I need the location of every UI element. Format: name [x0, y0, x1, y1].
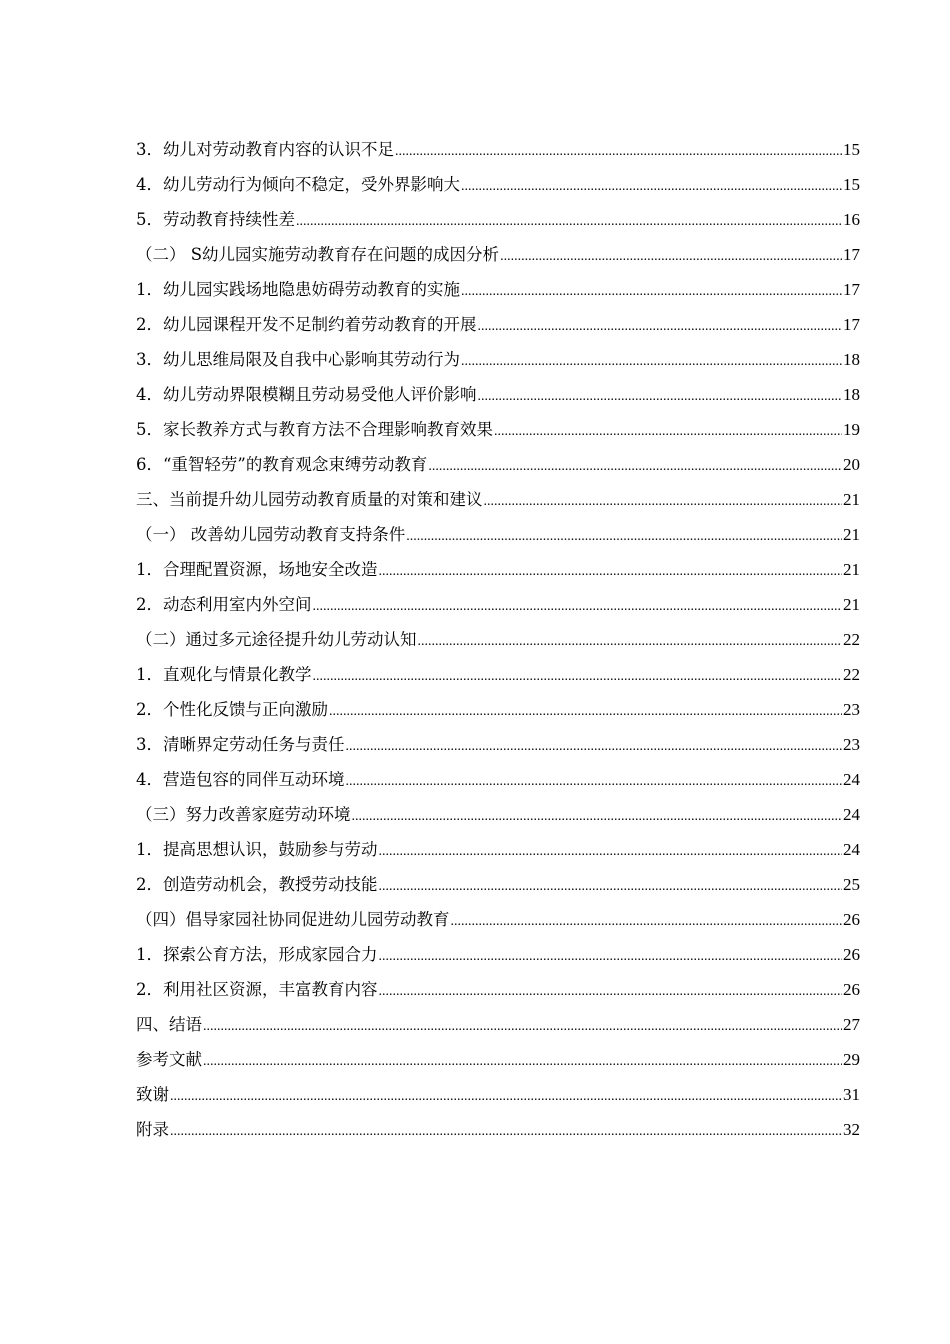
toc-entry[interactable] [136, 311, 860, 346]
toc-entry-title: （三）努力改善家庭劳动环境 [136, 805, 351, 824]
toc-entry-page-number: 17 [843, 315, 860, 334]
toc-entry-title: 2．利用社区资源，丰富教育内容 [136, 980, 378, 999]
toc-dot-leader [484, 488, 843, 510]
toc-entry-page-number: 22 [843, 630, 860, 649]
toc-entry-title: （一） 改善幼儿园劳动教育支持条件 [136, 525, 406, 544]
toc-entry[interactable] [136, 416, 860, 451]
toc-dot-leader [346, 768, 843, 790]
toc-entry[interactable] [136, 486, 860, 521]
toc-dot-leader [428, 453, 842, 475]
toc-entry-page-number: 23 [843, 700, 860, 719]
toc-entry[interactable] [136, 696, 860, 731]
toc-entry[interactable] [136, 1116, 860, 1151]
toc-entry-page-number: 15 [843, 175, 860, 194]
toc-entry-page-number: 24 [843, 805, 860, 824]
toc-entry-page-number: 31 [843, 1085, 860, 1104]
toc-dot-leader [461, 348, 842, 370]
toc-dot-leader [379, 873, 843, 895]
toc-entry-page-number: 26 [843, 945, 860, 964]
toc-dot-leader [296, 208, 842, 230]
toc-dot-leader [346, 733, 843, 755]
toc-dot-leader [406, 523, 842, 545]
toc-dot-leader [352, 803, 843, 825]
toc-entry-page-number: 26 [843, 980, 860, 999]
toc-entry-page-number: 17 [843, 245, 860, 264]
toc-dot-leader [313, 593, 843, 615]
toc-entry-title: 4．幼儿劳动行为倾向不稳定，受外界影响大 [136, 175, 460, 194]
toc-entry-title: 1．合理配置资源，场地安全改造 [136, 560, 378, 579]
toc-entry-page-number: 26 [843, 910, 860, 929]
toc-entry-title: 1．直观化与情景化教学 [136, 665, 312, 684]
toc-dot-leader [203, 1013, 842, 1035]
toc-dot-leader [329, 698, 842, 720]
toc-entry[interactable] [136, 241, 860, 276]
toc-entry-title: 2．创造劳动机会，教授劳动技能 [136, 875, 378, 894]
toc-entry-title: 5．家长教养方式与教育方法不合理影响教育效果 [136, 420, 493, 439]
toc-entry-page-number: 18 [843, 385, 860, 404]
toc-entry-title: 1．提高思想认识，鼓励参与劳动 [136, 840, 378, 859]
toc-dot-leader [500, 243, 842, 265]
toc-entry[interactable] [136, 276, 860, 311]
toc-entry[interactable] [136, 171, 860, 206]
toc-entry-title: 4．营造包容的同伴互动环境 [136, 770, 345, 789]
toc-entry-title: （二） S幼儿园实施劳动教育存在问题的成因分析 [136, 245, 500, 264]
toc-entry[interactable] [136, 976, 860, 1011]
toc-entry-title: 1．探索公育方法，形成家园合力 [136, 945, 378, 964]
toc-entry[interactable] [136, 836, 860, 871]
toc-dot-leader [379, 558, 843, 580]
toc-dot-leader [461, 278, 842, 300]
toc-entry-title: 5．劳动教育持续性差 [136, 210, 295, 229]
toc-entry-title: 三、当前提升幼儿园劳动教育质量的对策和建议 [136, 490, 483, 509]
toc-entry-title: 3．清晰界定劳动任务与责任 [136, 735, 345, 754]
toc-entry-page-number: 23 [843, 735, 860, 754]
toc-entry[interactable] [136, 661, 860, 696]
toc-dot-leader [379, 838, 843, 860]
toc-dot-leader [461, 173, 842, 195]
toc-entry[interactable] [136, 136, 860, 171]
toc-entry[interactable] [136, 451, 860, 486]
toc-dot-leader [418, 628, 843, 650]
toc-dot-leader [379, 978, 843, 1000]
toc-entry-page-number: 29 [843, 1050, 860, 1069]
toc-dot-leader [478, 313, 843, 335]
toc-entry-title: 1．幼儿园实践场地隐患妨碍劳动教育的实施 [136, 280, 460, 299]
toc-entry[interactable] [136, 1081, 860, 1116]
toc-entry-page-number: 32 [843, 1120, 860, 1139]
toc-entry-page-number: 17 [843, 280, 860, 299]
toc-entry[interactable] [136, 906, 860, 941]
toc-entry-page-number: 21 [843, 595, 860, 614]
toc-entry-page-number: 27 [843, 1015, 860, 1034]
toc-entry-page-number: 21 [843, 525, 860, 544]
toc-entry[interactable] [136, 521, 860, 556]
toc-entry[interactable] [136, 346, 860, 381]
toc-dot-leader [170, 1118, 842, 1140]
toc-entry[interactable] [136, 1046, 860, 1081]
toc-entry-page-number: 19 [843, 420, 860, 439]
toc-entry[interactable] [136, 381, 860, 416]
toc-entry-page-number: 16 [843, 210, 860, 229]
toc-entry-page-number: 24 [843, 840, 860, 859]
toc-entry-page-number: 22 [843, 665, 860, 684]
toc-dot-leader [451, 908, 843, 930]
toc-entry-title: （四）倡导家园社协同促进幼儿园劳动教育 [136, 910, 450, 929]
toc-entry[interactable] [136, 591, 860, 626]
toc-entry-page-number: 18 [843, 350, 860, 369]
toc-entry[interactable] [136, 731, 860, 766]
toc-entry-page-number: 15 [843, 140, 860, 159]
toc-entry[interactable] [136, 941, 860, 976]
toc-entry-title: 致谢 [136, 1085, 169, 1104]
toc-dot-leader [395, 138, 842, 160]
toc-entry[interactable] [136, 626, 860, 661]
toc-dot-leader [379, 943, 843, 965]
toc-entry-page-number: 21 [843, 490, 860, 509]
toc-entry-title: 2．幼儿园课程开发不足制约着劳动教育的开展 [136, 315, 477, 334]
toc-entry[interactable] [136, 801, 860, 836]
toc-entry[interactable] [136, 1011, 860, 1046]
toc-entry-title: 附录 [136, 1120, 169, 1139]
toc-dot-leader [203, 1048, 842, 1070]
toc-entry-title: 四、结语 [136, 1015, 202, 1034]
toc-entry-title: （二）通过多元途径提升幼儿劳动认知 [136, 630, 417, 649]
toc-entry-page-number: 25 [843, 875, 860, 894]
toc-dot-leader [494, 418, 842, 440]
toc-entry-page-number: 21 [843, 560, 860, 579]
toc-entry-page-number: 24 [843, 770, 860, 789]
toc-entry[interactable] [136, 766, 860, 801]
toc-entry-title: 6．“重智轻劳”的教育观念束缚劳动教育 [136, 455, 428, 474]
toc-dot-leader [170, 1083, 842, 1105]
toc-entry-title: 4．幼儿劳动界限模糊且劳动易受他人评价影响 [136, 385, 477, 404]
toc-entry-page-number: 20 [843, 455, 860, 474]
toc-entry-title: 2．个性化反馈与正向激励 [136, 700, 328, 719]
toc-entry[interactable] [136, 556, 860, 591]
toc-entry[interactable] [136, 206, 860, 241]
toc-dot-leader [478, 383, 843, 405]
toc-entry-title: 3．幼儿对劳动教育内容的认识不足 [136, 140, 394, 159]
toc-dot-leader [313, 663, 843, 685]
toc-entry[interactable] [136, 871, 860, 906]
toc-entry-title: 2．动态利用室内外空间 [136, 595, 312, 614]
table-of-contents [136, 136, 860, 1151]
toc-entry-title: 3．幼儿思维局限及自我中心影响其劳动行为 [136, 350, 460, 369]
toc-entry-title: 参考文献 [136, 1050, 202, 1069]
